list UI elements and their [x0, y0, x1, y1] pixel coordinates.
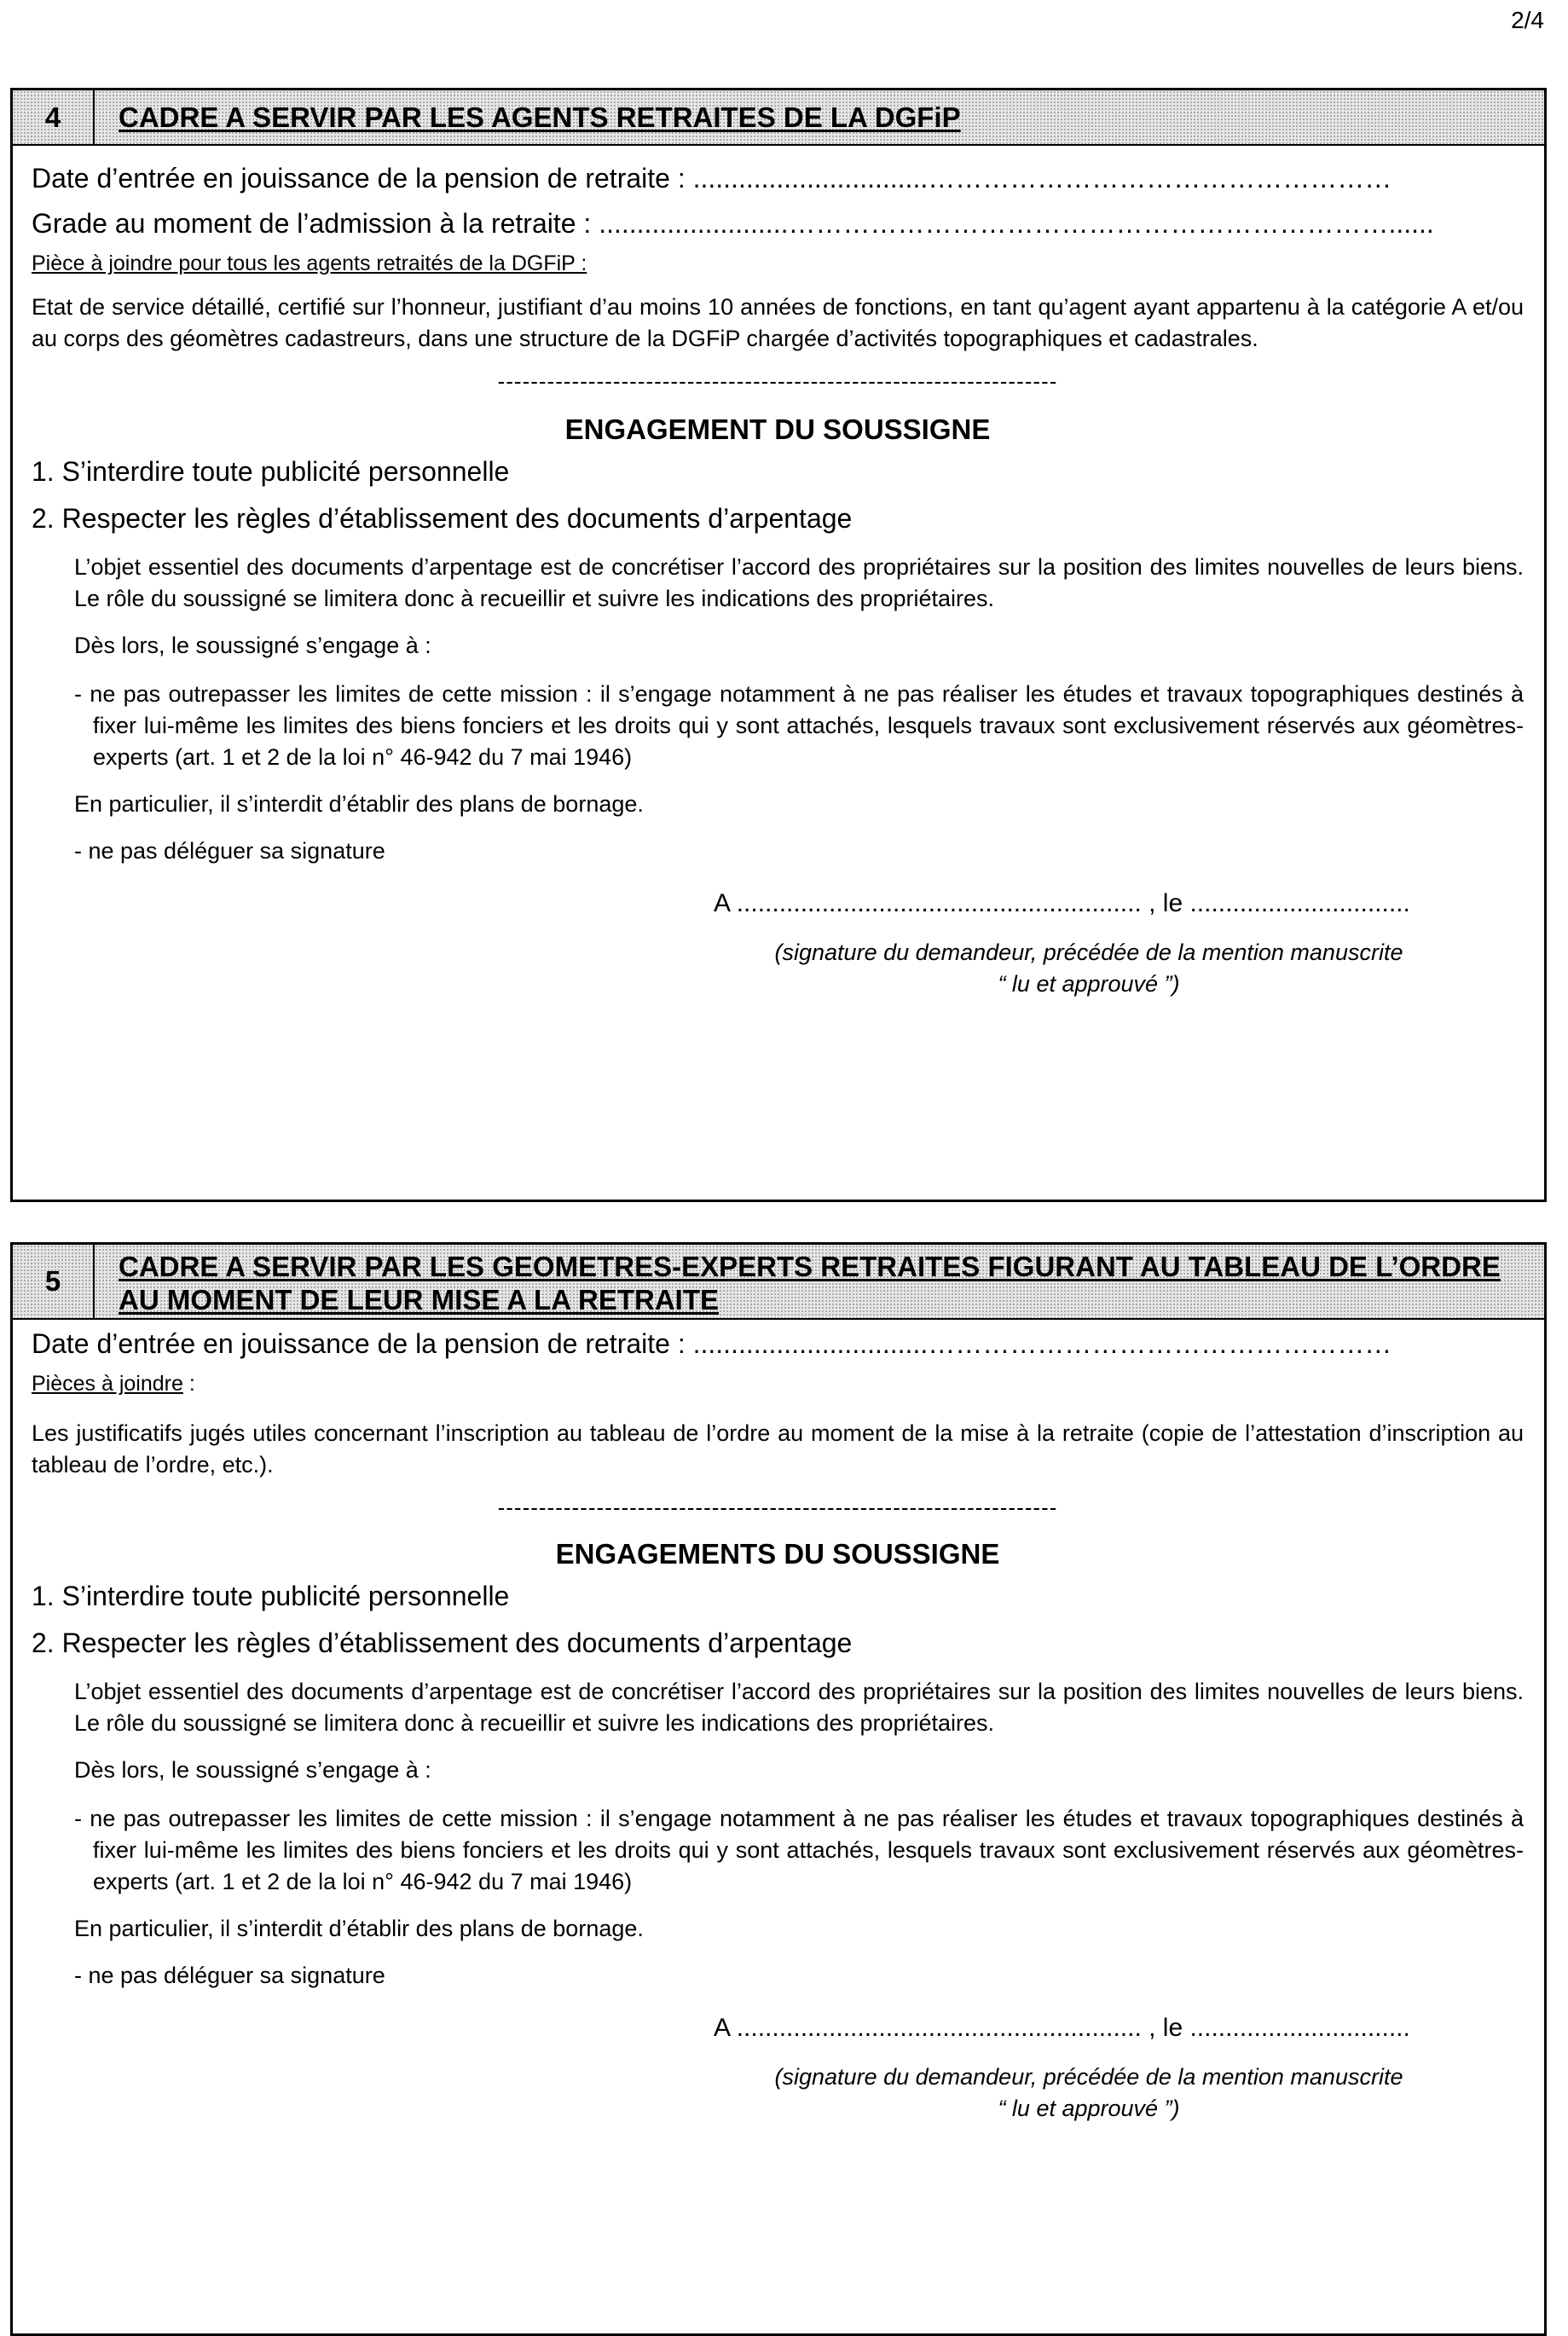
- engagement-paragraph-3: En particulier, il s’interdit d’établir des plans de bornage.: [74, 791, 644, 817]
- engagement-dash-2: - ne pas déléguer sa signature: [74, 1963, 385, 1988]
- section-4-header: [13, 90, 1544, 146]
- section-5-frame: [10, 1242, 1547, 2336]
- section-5-title: CADRE A SERVIR PAR LES GEOMETRES-EXPERTS RETRAITES FIGURANT AU TABLEAU DE L’ORDRE AU MOMENT DE LEUR MISE A LA RETRAITE: [119, 1251, 1501, 1315]
- attachments-label-colon: :: [182, 1372, 195, 1396]
- attachments-description: Les justificatifs jugés utiles concernant l’inscription au tableau de l’ordre au moment de la mise à la retraite (copie de l’attestation d’inscription au tableau de l’ordre, etc.).: [32, 1420, 1524, 1477]
- engagement-paragraph-2: Dès lors, le soussigné s’engage à :: [74, 633, 431, 658]
- engagement-item-2: 2. Respecter les règles d’établissement des documents d’arpentage: [32, 1628, 853, 1658]
- pension-date-field[interactable]: Date d’entrée en jouissance de la pension de retraite : ...............................……………………………………………: [32, 1328, 1392, 1359]
- attachments-label-line: [32, 1372, 1524, 1396]
- engagement-details: [32, 552, 1524, 867]
- page-number: 2/4: [1511, 7, 1544, 33]
- engagement-item-1: 1. S’interdire toute publicité personnelle: [32, 1581, 510, 1611]
- signature-note-line-2: “ lu et approuvé ”): [998, 971, 1180, 997]
- separator-line: --------------------------------------------------------------------: [497, 1495, 1058, 1520]
- engagement-item-1: 1. S’interdire toute publicité personnelle: [32, 456, 510, 487]
- engagement-dash-1: - ne pas outrepasser les limites de cette mission : il s’engage notamment à ne pas réaliser les études et travaux topographiques destinés à fixer lui-même les limites des biens fonciers et les droits qui y sont attachés, lesquels travaux sont exclusivement réservés aux géomètres-experts (art. 1 et 2 de la loi n° 46-942 du 7 mai 1946): [74, 681, 1524, 770]
- attachment-description: Etat de service détaillé, certifié sur l’honneur, justifiant d’au moins 10 années de fonctions, en tant qu’agent ayant appartenu à la catégorie A et/ou au corps des géomètres cadastreurs, dans une structure de la DGFiP chargée d’activités topographiques et cadastrales.: [32, 294, 1524, 351]
- engagement-paragraph-3: En particulier, il s’interdit d’établir des plans de bornage.: [74, 1916, 644, 1941]
- pension-date-field[interactable]: Date d’entrée en jouissance de la pension de retraite : ...............................……………………………………………: [32, 163, 1392, 194]
- retirement-grade-field[interactable]: Grade au moment de l’admission à la retraite : .........................…………………………………………………………......: [32, 208, 1434, 239]
- attachment-label: Pièce à joindre pour tous les agents retraités de la DGFiP :: [32, 252, 587, 275]
- signature-place-date-field[interactable]: A ......................................................... , le ...............................: [714, 889, 1410, 917]
- engagement-details: [32, 1676, 1524, 1992]
- signature-note-line-1: (signature du demandeur, précédée de la mention manuscrite: [774, 2064, 1403, 2090]
- signature-note-line-1: (signature du demandeur, précédée de la mention manuscrite: [774, 940, 1403, 965]
- signature-place-date-field[interactable]: A ......................................................... , le ...............................: [714, 2014, 1410, 2042]
- engagement-dash-1: - ne pas outrepasser les limites de cette mission : il s’engage notamment à ne pas réaliser les études et travaux topographiques destinés à fixer lui-même les limites des biens fonciers et les droits qui y sont attachés, lesquels travaux sont exclusivement réservés aux géomètres-experts (art. 1 et 2 de la loi n° 46-942 du 7 mai 1946): [74, 1806, 1524, 1894]
- engagement-paragraph-1: L’objet essentiel des documents d’arpentage est de concrétiser l’accord des propriétaires sur la position des limites nouvelles de leurs biens. Le rôle du soussigné se limitera donc à recueillir et suivre les indications des propriétaires.: [74, 554, 1524, 611]
- section-4-body: [13, 163, 1544, 1000]
- section-5-header: [13, 1245, 1544, 1320]
- section-4-frame: [10, 88, 1547, 1202]
- engagement-paragraph-1: L’objet essentiel des documents d’arpentage est de concrétiser l’accord des propriétaires sur la position des limites nouvelles de leurs biens. Le rôle du soussigné se limitera donc à recueillir et suivre les indications des propriétaires.: [74, 1679, 1524, 1736]
- engagement-heading: ENGAGEMENTS DU SOUSSIGNE: [555, 1538, 1000, 1570]
- signature-note-line-2: “ lu et approuvé ”): [998, 2096, 1180, 2121]
- section-5-body: [13, 1328, 1544, 2125]
- separator-line: --------------------------------------------------------------------: [497, 368, 1058, 394]
- attachments-label: Pièces à joindre: [32, 1372, 183, 1396]
- engagement-heading: ENGAGEMENT DU SOUSSIGNE: [564, 413, 991, 445]
- section-5-number: 5: [13, 1245, 95, 1318]
- engagement-dash-2: - ne pas déléguer sa signature: [74, 838, 385, 864]
- section-4-title: CADRE A SERVIR PAR LES AGENTS RETRAITES DE LA DGFiP: [119, 101, 961, 133]
- engagement-item-2: 2. Respecter les règles d’établissement des documents d’arpentage: [32, 503, 853, 534]
- section-4-number: 4: [13, 90, 95, 144]
- engagement-paragraph-2: Dès lors, le soussigné s’engage à :: [74, 1757, 431, 1783]
